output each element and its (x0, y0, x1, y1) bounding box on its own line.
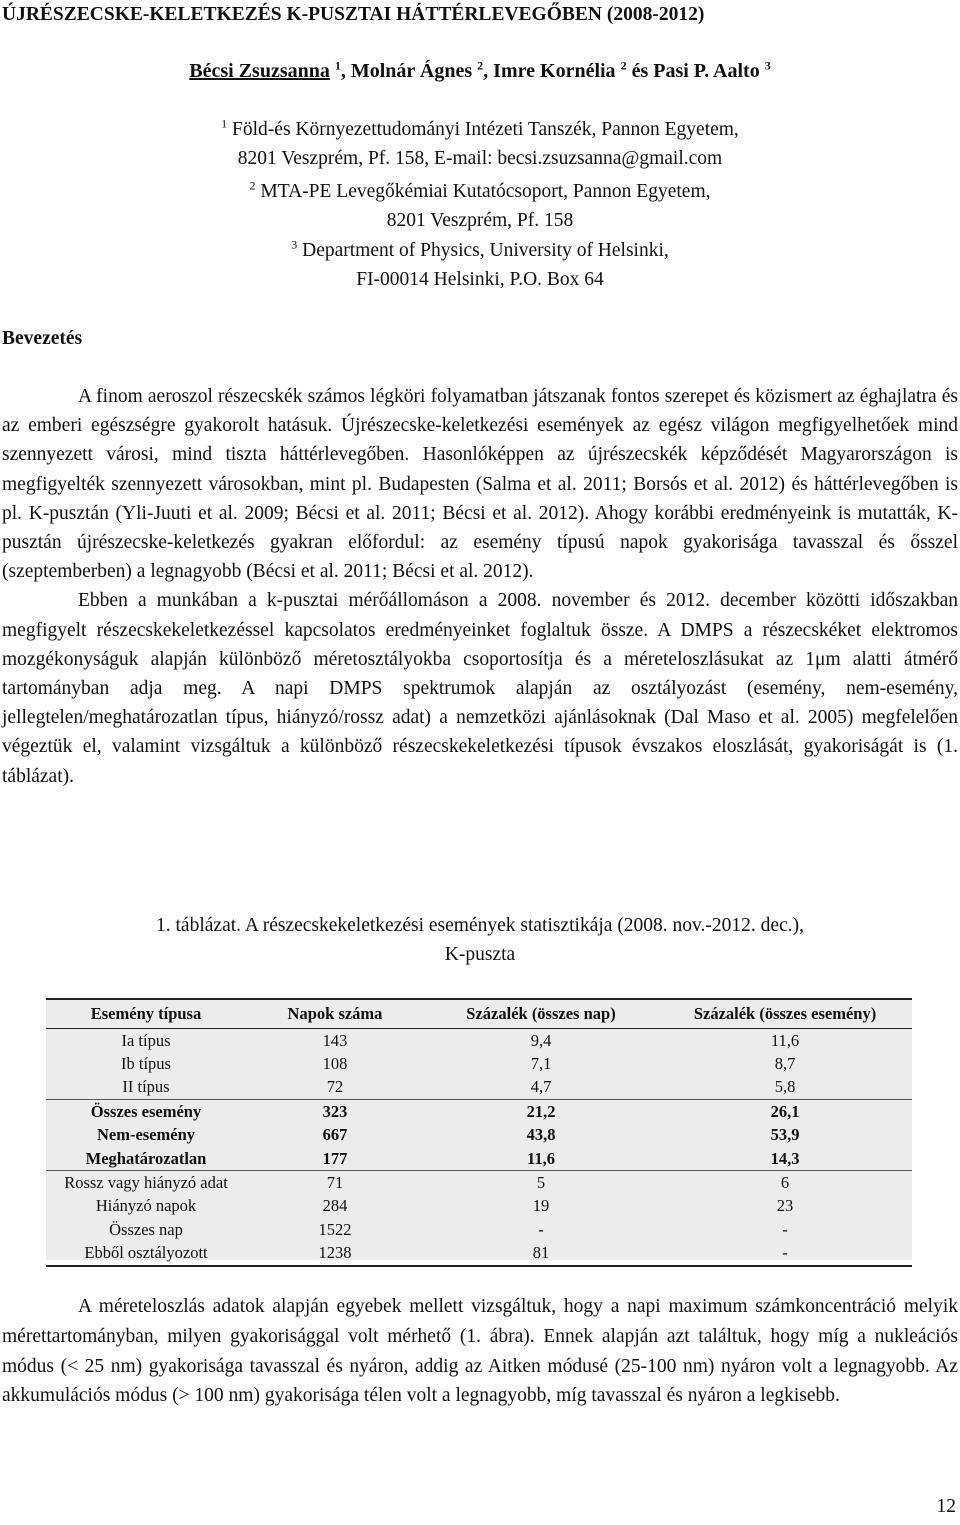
table-row (46, 1147, 912, 1171)
cell-pct-days: 4,7 (530, 1077, 552, 1097)
cell-pct-events: - (658, 1242, 912, 1266)
author-1: Bécsi Zsuzsanna (189, 60, 330, 82)
cell-days: 143 (322, 1030, 348, 1050)
cell-pct-events: 5,8 (774, 1077, 796, 1097)
author-1-affil: 1 (334, 58, 341, 73)
affiliation-2-line2: 8201 Veszprém, Pf. 158 (386, 210, 574, 231)
cell-pct-days: 11,6 (527, 1148, 555, 1168)
paper-title: ÚJRÉSZECSKE-KELETKEZÉS K-PUSZTAI HÁTTÉRLEVEGŐBEN (2008-2012) (2, 4, 705, 25)
table-row (46, 1100, 912, 1124)
results-paragraph-1: A méreteloszlás adatok alapján egyebek mellett vizsgáltuk, hogy a napi maximum számkoncentráció melyik mérettartományban, milyen gyakorisággal volt mérhető (1. ábra). Ennek alapján azt találtuk, hogy míg a nukleációs módus (< 25 nm) gyakorisága tavasszal és nyáron, addig az Aitken módusé (25-100 nm) nyáron volt a legnagyobb. Az akkumulációs módus (> 100 nm) gyakorisága télen volt a legnagyobb, míg tavasszal és nyáron a legkisebb. (2, 1296, 958, 1407)
statistics-table (46, 998, 912, 1263)
cell-type: Rossz vagy hiányzó adat (46, 1171, 246, 1195)
author-2: , Molnár Ágnes (340, 60, 473, 82)
cell-pct-events: 8,7 (774, 1054, 796, 1074)
table-row (46, 1052, 912, 1075)
cell-pct-events: 14,3 (770, 1148, 800, 1168)
affiliation-3-line1: Department of Physics, University of Helsinki, (297, 240, 669, 261)
cell-pct-events: 6 (658, 1171, 912, 1195)
affiliation-2-mark: 2 (249, 178, 256, 193)
cell-pct-events: 26,1 (658, 1100, 912, 1124)
affiliation-1-line2: 8201 Veszprém, Pf. 158, E-mail: becsi.zsuzsanna@gmail.com (237, 148, 723, 169)
cell-type: Összes esemény (46, 1100, 246, 1124)
cell-type: Ebből osztályozott (46, 1242, 246, 1266)
author-3: , Imre Kornélia (483, 60, 616, 82)
cell-days: 1522 (318, 1219, 352, 1239)
table-caption (0, 911, 960, 969)
table-caption-line1: 1. táblázat. A részecskekeletkezési események statisztikája (2008. nov.-2012. dec.), (156, 915, 804, 936)
affiliation-3-mark: 3 (291, 237, 298, 252)
affiliation-2-line1: MTA-PE Levegőkémiai Kutatócsoport, Pannon Egyetem, (255, 181, 711, 202)
cell-type: Hiányzó napok (95, 1196, 197, 1216)
cell-days: 323 (246, 1100, 424, 1124)
cell-days: 667 (322, 1125, 348, 1145)
table-row (46, 1218, 912, 1241)
author-line (0, 60, 960, 83)
affiliation-2 (0, 177, 960, 235)
intro-paragraph-1: A finom aeroszol részecskék számos légköri folyamatban játszanak fontos szerepet és közismert az éghajlatra és az emberi egészségre gyakorolt hatásuk. Újrészecske-keletkezési események az egész világon megfigyelhetőek mind szennyezett városi, mind tiszta háttérlevegőben. Hasonlóképpen az újrészecskék képződését Magyarországon is megfigyelték szennyezett városokban, mint pl. Budapesten (Salma et al. 2011; Borsós et al. 2012) és háttérlevegőben is pl. K-pusztán (Yli-Juuti et al. 2009; Bécsi et al. 2011; Bécsi et al. 2012). Ahogy korábbi eredményeink is mutatták, K-pusztán újrészecske-keletkezés gyakran előfordul: az esemény típusú napok gyakorisága tavasszal és ősszel (szeptemberben) a legnagyobb (Bécsi et al. 2011; Bécsi et al. 2012). (2, 386, 958, 583)
cell-pct-events: 11,6 (770, 1030, 800, 1050)
table-row (46, 1076, 912, 1100)
cell-pct-events: 53,9 (770, 1125, 800, 1145)
header-event-type: Esemény típusa (46, 999, 246, 1029)
author-3-affil: 2 (620, 58, 627, 73)
cell-type: Összes nap (109, 1219, 183, 1239)
header-pct-all-days: Százalék (összes nap) (424, 999, 658, 1029)
cell-days: 71 (246, 1171, 424, 1195)
intro-text (2, 382, 958, 791)
cell-type: Meghatározatlan (85, 1148, 207, 1168)
affiliation-1-line1: Föld-és Környezettudományi Intézeti Tanszék, Pannon Egyetem, (227, 119, 739, 140)
results-text (2, 1292, 958, 1411)
cell-type: Ib típus (121, 1054, 171, 1074)
cell-type: Ia típus (121, 1030, 171, 1050)
page-number: 12 (936, 1496, 956, 1517)
cell-type: Nem-esemény (96, 1125, 196, 1145)
affiliation-1 (0, 115, 960, 173)
cell-pct-days: 9,4 (530, 1030, 552, 1050)
cell-pct-days: - (538, 1219, 544, 1239)
table-row (46, 1124, 912, 1147)
header-days: Napok száma (246, 999, 424, 1029)
affiliation-3 (0, 236, 960, 294)
intro-paragraph-2: Ebben a munkában a k-pusztai mérőállomáson a 2008. november és 2012. december közötti időszakban megfigyelt részecskekeletkezéssel kapcsolatos eredményeinket foglaltuk össze. A DMPS a részecskéket elektromos mozgékonyságuk alapján különböző méretosztályokba csoportosítja és a méreteloszlásukat az 1μm alatti átmérő tartományban adja meg. A napi DMPS spektrumok alapján az osztályozást (esemény, nem-esemény, jellegtelen/meghatározatlan típus, hiányzó/rossz adat) a nemzetközi ajánlásoknak (Dal Maso et al. 2005) megfelelően végeztük el, valamint vizsgáltuk a különböző részecskekeletkezési típusok évszakos eloszlását, gyakoriságát is (1. táblázat). (2, 590, 958, 787)
affiliation-3-line2: FI-00014 Helsinki, P.O. Box 64 (356, 269, 604, 290)
cell-type: II típus (122, 1077, 170, 1097)
cell-days: 108 (322, 1054, 348, 1074)
cell-pct-events: - (782, 1219, 788, 1239)
table-row (46, 1195, 912, 1218)
cell-days: 284 (322, 1196, 348, 1216)
table-row (46, 1242, 912, 1266)
cell-pct-days: 19 (532, 1196, 550, 1216)
author-4: és Pasi P. Aalto (626, 60, 760, 82)
cell-pct-days: 81 (424, 1242, 658, 1266)
cell-pct-days: 5 (424, 1171, 658, 1195)
table-row (46, 1171, 912, 1195)
table-row (46, 1029, 912, 1053)
author-4-affil: 3 (764, 58, 771, 73)
header-pct-all-events: Százalék (összes esemény) (658, 999, 912, 1029)
cell-pct-days: 7,1 (530, 1054, 552, 1074)
cell-days: 1238 (246, 1242, 424, 1266)
table-caption-line2: K-puszta (444, 944, 516, 965)
affiliation-1-mark: 1 (221, 116, 228, 131)
cell-pct-days: 21,2 (424, 1100, 658, 1124)
cell-days: 72 (326, 1077, 344, 1097)
cell-days: 177 (322, 1148, 348, 1168)
cell-pct-events: 23 (776, 1196, 794, 1216)
table-header-row (46, 999, 912, 1029)
section-heading: Bevezetés (2, 328, 83, 349)
cell-pct-days: 43,8 (526, 1125, 556, 1145)
author-2-affil: 2 (477, 58, 484, 73)
